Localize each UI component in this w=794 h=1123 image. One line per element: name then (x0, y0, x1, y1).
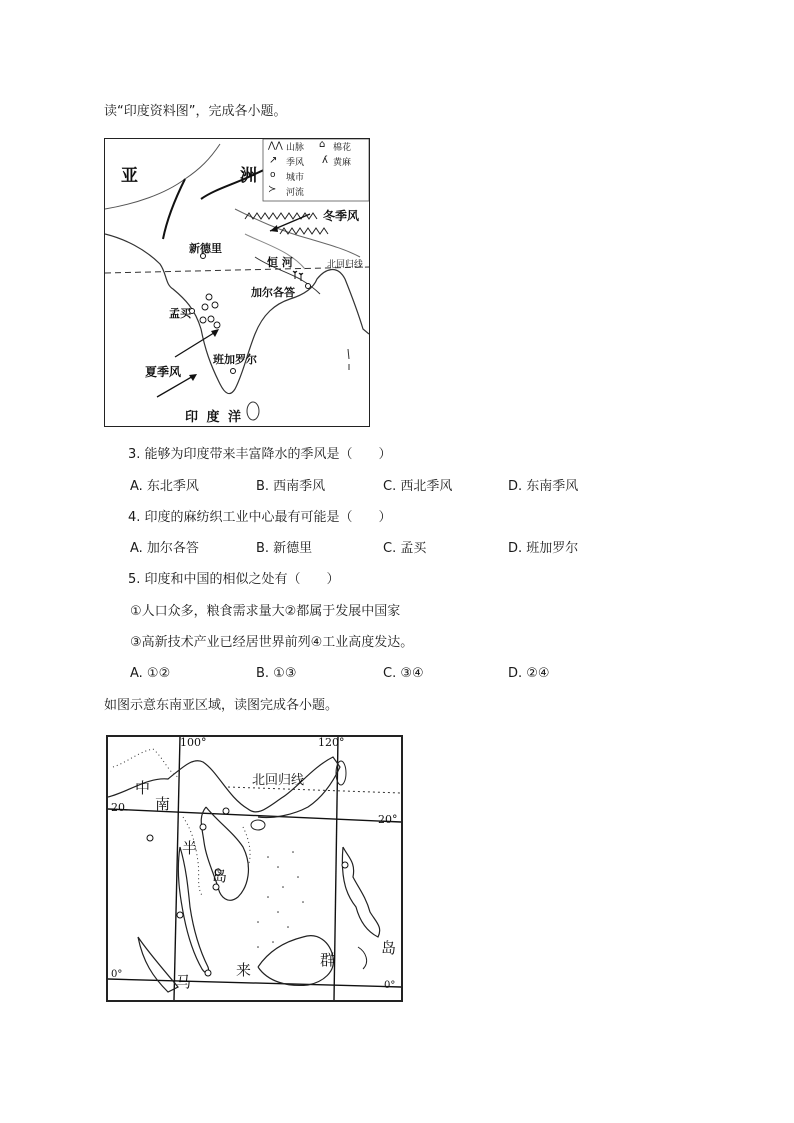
summer-monsoon-arrow-2 (175, 331, 217, 357)
label-dao: 岛 (212, 867, 228, 885)
label-mumbai: 孟买 (169, 307, 191, 320)
mountain-icon: ⋀⋀ (268, 141, 283, 151)
q4-option-b[interactable]: B. 新德里 (256, 541, 313, 556)
cotton-icon: ⌂ (319, 139, 326, 150)
legend-label-city: 城市 (286, 173, 305, 183)
q4-option-d[interactable]: D. 班加罗尔 (508, 541, 579, 556)
label-lat20-left: 20 (111, 801, 125, 814)
label-ganges: 恒 河 (267, 256, 293, 269)
label-lat20-right: 20° (378, 813, 398, 826)
monsoon-arrow-icon: ↗ (269, 155, 278, 166)
label-dao-islands: 岛 (381, 939, 397, 957)
label-bangalore: 班加罗尔 (213, 353, 257, 366)
label-asia-a: 亚 (121, 166, 138, 186)
q3-option-c[interactable]: C. 西北季风 (383, 479, 453, 494)
label-summer-monsoon: 夏季风 (145, 365, 182, 379)
jute-symbols (293, 271, 303, 281)
q5-option-b[interactable]: B. ①③ (256, 666, 297, 681)
india-map (104, 138, 370, 427)
legend-label-river: 河流 (286, 188, 305, 198)
q5-statement-1: ①人口众多，粮食需求量大②都属于发展中国家 (130, 604, 401, 619)
legend-label-jute: 黄麻 (333, 158, 352, 168)
question-4-stem: 4. 印度的麻纺织工业中心最有可能是（ ） (128, 510, 392, 525)
label-lon-120: 120° (318, 736, 345, 749)
intro-text-1: 读“印度资料图”，完成各小题。 (104, 104, 287, 119)
legend-label-cotton: 棉花 (333, 143, 352, 153)
question-5-stem: 5. 印度和中国的相似之处有（ ） (128, 572, 340, 587)
city-kolkata (306, 284, 311, 289)
label-tropic: 北回归线 (252, 773, 305, 788)
q4-option-c[interactable]: C. 孟买 (383, 541, 427, 556)
label-lat0-right: 0° (384, 980, 396, 991)
river-icon: ≻ (268, 184, 277, 195)
q3-option-d[interactable]: D. 东南季风 (508, 479, 579, 494)
city-bangalore (231, 369, 236, 374)
southeast-asia-map (106, 735, 403, 1002)
sea-dots (257, 851, 304, 948)
label-lat0-left: 0° (111, 969, 123, 980)
cotton-symbols (200, 294, 220, 328)
q3-option-b[interactable]: B. 西南季风 (256, 479, 326, 494)
q5-option-a[interactable]: A. ①② (130, 666, 171, 681)
intro-text-2: 如图示意东南亚区域，读图完成各小题。 (104, 698, 339, 713)
q4-option-a[interactable]: A. 加尔各答 (130, 541, 199, 556)
q5-option-d[interactable]: D. ②④ (508, 666, 550, 681)
label-kolkata: 加尔各答 (251, 286, 295, 299)
label-lon-100: 100° (180, 736, 207, 749)
label-ma: 马 (176, 973, 192, 991)
city-icon: o (270, 170, 276, 180)
q5-statement-2: ③高新技术产业已经居世界前列④工业高度发达。 (130, 635, 414, 650)
label-new-delhi: 新德里 (189, 242, 222, 255)
legend-label-monsoon: 季风 (286, 158, 305, 168)
label-zhong: 中 (135, 779, 151, 797)
label-asia-b: 洲 (240, 166, 257, 186)
q3-option-a[interactable]: A. 东北季风 (130, 479, 199, 494)
label-tropic: 北回归线 (327, 260, 364, 270)
label-nan: 南 (155, 795, 171, 813)
label-indian-ocean: 印 度 洋 (185, 410, 244, 425)
legend-label-mountain: 山脉 (286, 143, 305, 153)
label-ban: 半 (182, 839, 198, 857)
question-3-stem: 3. 能够为印度带来丰富降水的季风是（ ） (128, 447, 392, 462)
label-qun: 群 (320, 951, 336, 969)
india-map-drawing (105, 139, 369, 426)
label-lai: 来 (236, 961, 252, 979)
label-winter-monsoon: 冬季风 (323, 209, 360, 223)
q5-option-c[interactable]: C. ③④ (383, 666, 424, 681)
jute-icon: ʎ (322, 155, 328, 166)
